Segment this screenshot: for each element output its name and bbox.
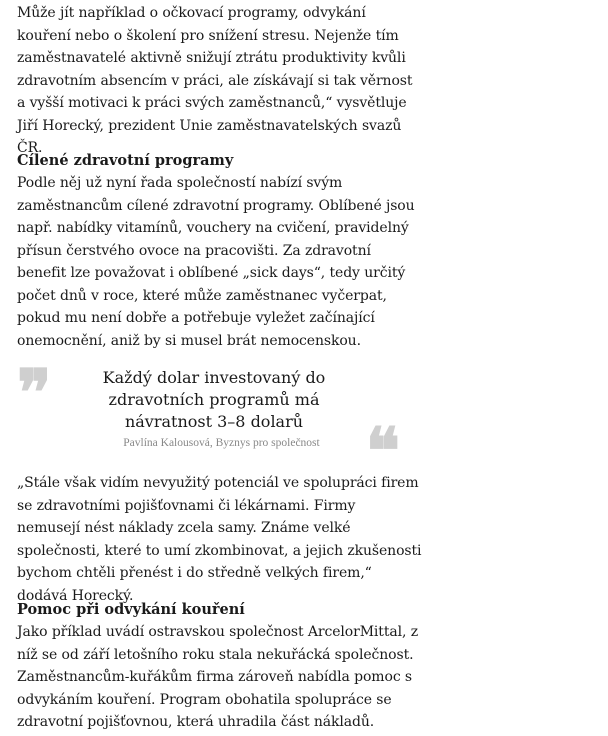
article-paragraph: Může jít například o očkovací programy, odvykání kouření nebo o školení pro snížení stresu. Nejenže tím zaměstnavatelé aktivně snižují ztrátu produktivity kvůli zdravotním absencím v práci, ale získávají si tak věrnost a vyšší motivaci k práci svých zaměstnanců,“ vysvětluje Jiří Horecký, prezident Unie zaměstnavatelských svazů ČR. [17,5,413,156]
article-paragraph: Podle něj už nyní řada společností nabízí svým zaměstnancům cílené zdravotní programy. Oblíbené jsou např. nabídky vitamínů, vouchery na cvičení, pravidelný přísun čerstvého ovoce na pracovišti. Za zdravotní benefit lze považovat i oblíbené „sick days“, tedy určitý počet dnů v roce, které může zaměstnanec vyčerpat, pokud mu není dobře a potřebuje vyležet začínající onemocnění, aniž by si musel brát nemocenskou. [17,175,415,349]
quote-close-icon: ❝ [365,414,400,489]
section-heading: Pomoc při odvykání kouření [17,601,245,618]
article-paragraph: Jako příklad uvádí ostravskou společnost ArcelorMittal, z níž se od září letošního roku stala nekuřácká společnost. Zaměstnancům-kuřákům firma zároveň nabídla pomoc s odvykáním kouření. Program obohatila spolupráce se zdravotní pojišťovnou, která uhradila část nákladů. [17,624,418,730]
pull-quote-author: Pavlína Kalousová, Byznys pro společnost [123,437,320,449]
section-heading: Cílené zdravotní programy [17,152,234,169]
pull-quote [17,356,422,489]
quote-open-icon: ❞ [17,356,52,431]
pull-quote-text: Každý dolar investovaný do zdravotních programů má návratnost 3–8 dolarů [102,368,326,431]
article-paragraph: „Stále však vidím nevyužitý potenciál ve spolupráci firem se zdravotními pojišťovnami či lékárnami. Firmy nemusejí nést náklady zcela samy. Známe velké společnosti, které to umí zkombinovat, a jejich zkušenosti bychom chtěli přenést i do středně velkých firem,“ dodává Horecký. [17,475,422,604]
